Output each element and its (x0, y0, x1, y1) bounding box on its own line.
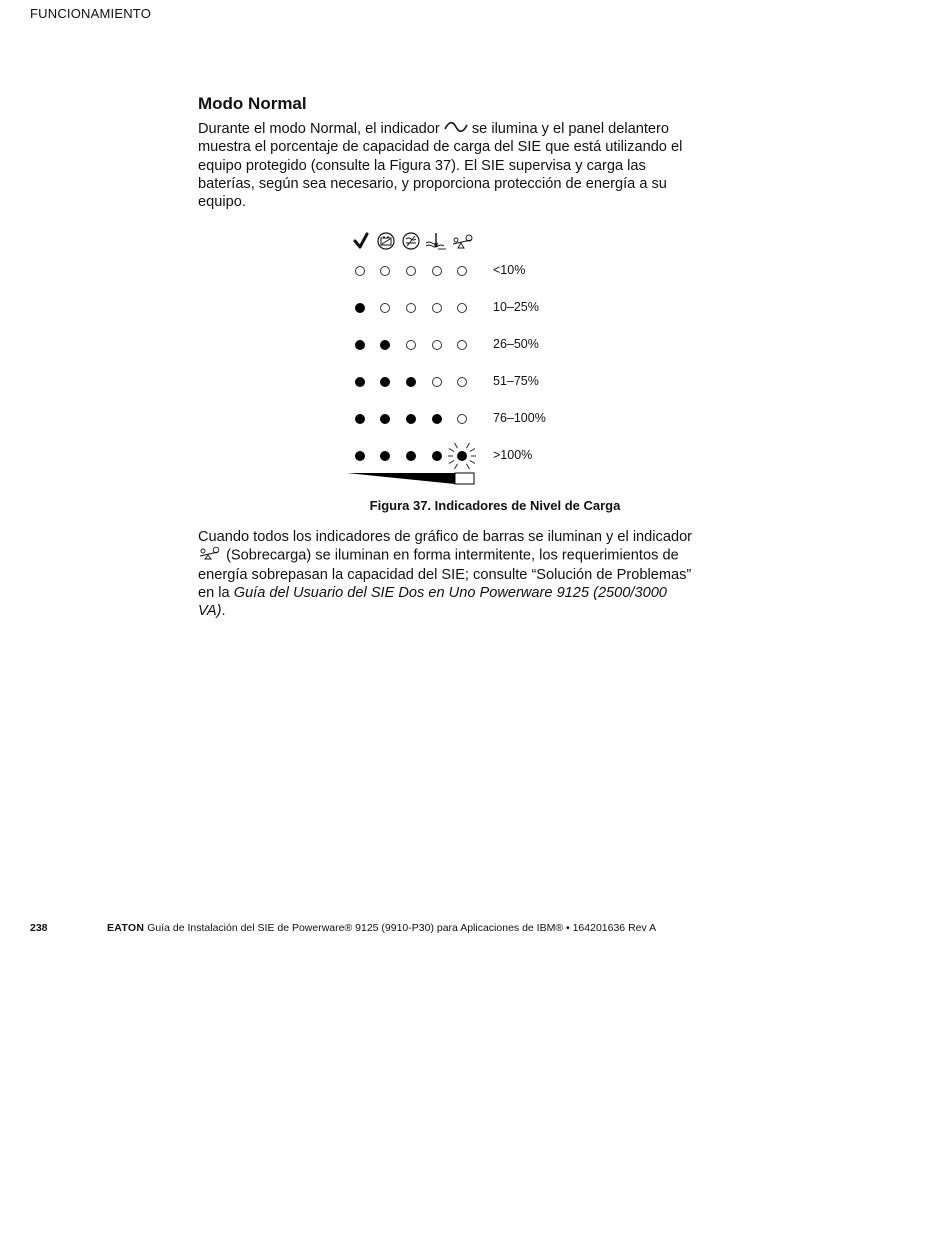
paragraph-overload (198, 528, 698, 620)
led-off (432, 377, 442, 387)
led-off (406, 303, 416, 313)
led-lit (380, 414, 390, 424)
paragraph-text-b: se ilumina y el panel delantero muestra el porcentaje de capacidad de carga del SIE que está utilizando el equipo protegido (consulte la Figura 37). El SIE supervisa y carga las baterías, según sea necesario, y proporciona protección de energía a su equipo. (198, 121, 683, 211)
paragraph-normal-mode (198, 120, 698, 212)
led-lit (406, 414, 416, 424)
load-level-figure (340, 228, 620, 490)
led-off (457, 266, 467, 276)
led-off (432, 266, 442, 276)
led-lit (432, 414, 442, 424)
site-wiring-fault-icon (424, 230, 446, 252)
led-lit (355, 303, 365, 313)
led-off (457, 414, 467, 424)
figure-caption: Figura 37. Indicadores de Nivel de Carga (369, 498, 621, 513)
section-overload (198, 528, 698, 620)
battery-icon (375, 230, 397, 252)
sine-wave-icon (444, 120, 468, 138)
led-lit (406, 451, 416, 461)
led-off (432, 340, 442, 350)
page-number: 238 (30, 922, 48, 934)
load-level-row (340, 447, 580, 467)
load-bar-wedge (347, 472, 477, 491)
led-off (432, 303, 442, 313)
led-off (457, 377, 467, 387)
load-level-label: >100% (493, 448, 533, 462)
paragraph-text-a: Durante el modo Normal, el indicador (198, 121, 440, 138)
bypass-icon (400, 230, 422, 252)
led-lit (355, 414, 365, 424)
led-off (406, 340, 416, 350)
load-level-row (340, 410, 580, 430)
overload-icon (198, 546, 222, 565)
running-head: FUNCIONAMIENTO (30, 6, 152, 21)
load-level-row (340, 336, 580, 356)
guide-reference: Guía del Usuario del SIE Dos en Uno Powerware 9125 (2500/3000 VA) (198, 584, 667, 620)
overload-icon (451, 230, 473, 252)
load-level-label: <10% (493, 263, 526, 277)
paragraph-text-b: (Sobrecarga) se iluminan en forma intermitente, los requerimientos de energía sobrepasan la capacidad del SIE; consulte “Solución de Problemas” en la (198, 547, 692, 601)
led-lit (355, 377, 365, 387)
brand-name: EATON (107, 922, 145, 934)
led-off (380, 266, 390, 276)
led-lit (380, 451, 390, 461)
led-lit (380, 340, 390, 350)
load-level-row (340, 262, 580, 282)
load-level-row (340, 299, 580, 319)
indicator-icon-row (340, 228, 500, 254)
footer-text (107, 922, 656, 934)
load-level-label: 26–50% (493, 337, 539, 351)
check-icon (352, 230, 374, 252)
paragraph-end: . (221, 603, 226, 620)
load-level-label: 10–25% (493, 300, 539, 314)
flashing-rays-icon (448, 438, 476, 474)
led-lit (380, 377, 390, 387)
led-lit (355, 451, 365, 461)
load-level-label: 76–100% (493, 411, 546, 425)
footer-document-title: Guía de Instalación del SIE de Powerware® 9125 (9910-P30) para Aplicaciones de IBM® • 164201636 Rev A (147, 922, 657, 934)
section-title: Modo Normal (198, 94, 307, 113)
led-lit (406, 377, 416, 387)
load-level-row (340, 373, 580, 393)
led-off (406, 266, 416, 276)
load-level-label: 51–75% (493, 374, 539, 388)
led-off (380, 303, 390, 313)
led-lit (432, 451, 442, 461)
led-lit (355, 340, 365, 350)
section-modo-normal (198, 94, 698, 212)
led-off (457, 303, 467, 313)
led-off (457, 340, 467, 350)
led-off (355, 266, 365, 276)
paragraph-text-a: Cuando todos los indicadores de gráfico de barras se iluminan y el indicador (198, 529, 693, 545)
